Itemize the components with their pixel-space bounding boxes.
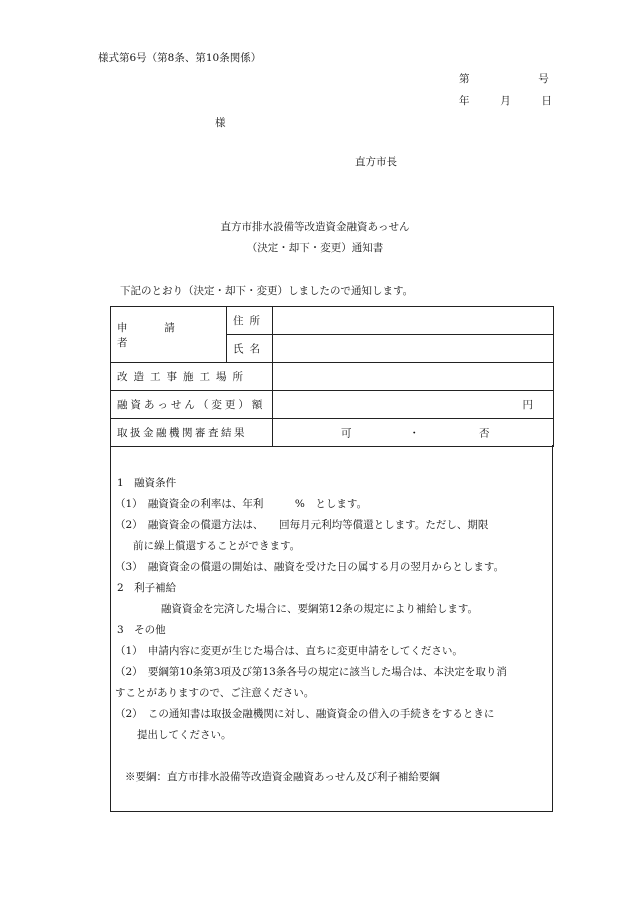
document-subtitle: （決定・却下・変更）通知書	[246, 242, 384, 254]
section-1-item-2b: 前に繰上償還することができます。	[133, 540, 301, 552]
date-year: 年	[459, 95, 470, 107]
section-3-item-3a: （2） この通知書は取扱金融機関に対し、融資資金の借入の手続きをするときに	[115, 708, 495, 720]
application-table	[110, 306, 554, 447]
review-result	[273, 419, 554, 447]
section-2-heading: 2 利子補給	[117, 582, 177, 594]
document-title: 直方市排水設備等改造資金融資あっせん	[220, 221, 410, 233]
section-1-heading: 1 融資条件	[117, 477, 177, 489]
site-field	[273, 363, 554, 391]
addressee-suffix: 様	[215, 117, 226, 129]
name-field	[273, 335, 554, 363]
date-line	[459, 93, 552, 108]
amount-label: 融資あっせん（変更）額	[111, 391, 273, 419]
number-prefix: 第	[459, 73, 470, 85]
intro-text: 下記のとおり（決定・却下・変更）しましたので通知します。	[120, 285, 414, 297]
address-field	[273, 307, 554, 335]
section-2-body: 融資資金を完済した場合に、要綱第12条の規定により補給します。	[161, 603, 479, 615]
section-3-item-1: （1） 申請内容に変更が生じた場合は、直ちに変更申請をしてください。	[115, 645, 463, 657]
result-ok: 可	[341, 427, 352, 439]
result-ng: 否	[479, 427, 490, 439]
site-label: 改造工事施工場所	[111, 363, 273, 391]
number-suffix: 号	[538, 73, 549, 85]
amount-yen: 円	[273, 391, 554, 419]
section-1-item-2a: （2） 融資資金の償還方法は、 回毎月元利均等償還とします。ただし、期限	[115, 519, 489, 531]
date-month: 月	[500, 95, 511, 107]
date-day: 日	[541, 95, 552, 107]
reference-note: ※要綱：直方市排水設備等改造資金融資あっせん及び利子補給要綱	[125, 771, 440, 783]
form-number: 様式第6号（第8条、第10条関係）	[98, 52, 262, 64]
sender: 直方市長	[355, 156, 397, 168]
section-3-item-2a: （2） 要綱第10条第3項及び第13条各号の規定に該当した場合は、本決定を取り消	[115, 666, 507, 678]
section-3-item-2b: すことがありますので、ご注意ください。	[115, 687, 315, 699]
section-1-item-1: （1） 融資資金の利率は、年利 % とします。	[115, 498, 368, 510]
result-dot: ・	[409, 427, 420, 439]
document-number-line	[459, 71, 549, 86]
section-3-heading: 3 その他	[117, 624, 166, 636]
section-1-item-3: （3） 融資資金の償還の開始は、融資を受けた日の属する月の翌月からとします。	[115, 561, 505, 573]
conditions-box	[110, 445, 553, 812]
section-3-item-3b: 提出してください。	[137, 729, 232, 741]
address-label: 住所	[227, 307, 273, 335]
name-label: 氏名	[227, 335, 273, 363]
applicant-label: 申 請 者	[111, 307, 227, 363]
review-label: 取扱金融機関審査結果	[111, 419, 273, 447]
